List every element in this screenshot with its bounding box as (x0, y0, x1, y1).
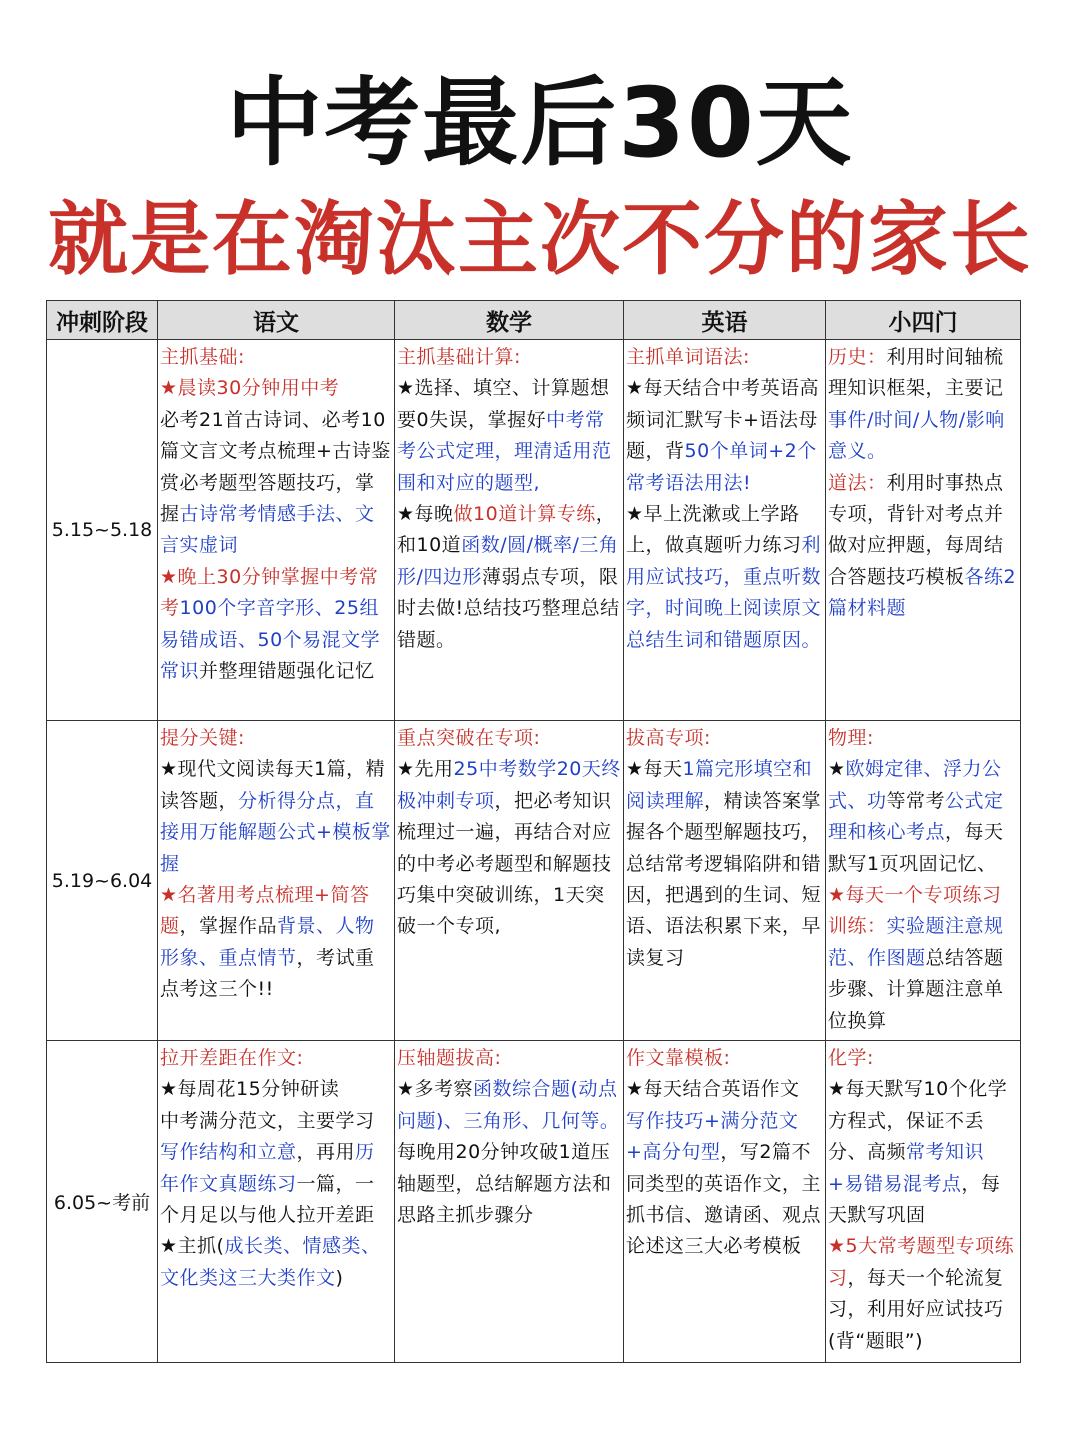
header-minor-subjects: 小四门 (826, 301, 1021, 340)
highlight-text: 中考常考公式定理，理清适用范围和对应的题型, (397, 408, 612, 494)
highlight-text: 函数/圆/概率/三角形/四边形 (397, 534, 619, 588)
table-header-row (47, 301, 1021, 340)
highlight-text: 分析得分点，直接用万能解题公式+模板掌握 (160, 789, 391, 875)
english-cell (624, 1041, 826, 1363)
cell-text: 利用时事热点专项，背针对考点并做对应押题，每周结合答题技巧模板 (828, 471, 1004, 588)
table-row (47, 721, 1021, 1041)
cell-heading: 拔高专项: (626, 727, 711, 749)
page-title: 中考最后30天 (226, 67, 854, 179)
cell-text: ★每天默写10个化学方程式，保证不丢分、高频 (828, 1078, 1008, 1164)
cell-text: ) (335, 1266, 344, 1289)
table-row (47, 340, 1021, 721)
cell-text: ，再用 (296, 1141, 356, 1164)
cell-text: 薄弱点专项，限时去做!总结技巧整理总结错题。 (397, 565, 620, 651)
cell-text: 利用时间轴梳理知识框架，主要记 (828, 346, 1004, 400)
cell-text: ，掌握作品 (179, 915, 278, 938)
highlight-text: 实验题注意规范、作图题 (828, 915, 1004, 969)
chinese-cell (158, 1041, 395, 1363)
table-row (47, 1041, 1021, 1363)
cell-heading: 作文靠模板: (626, 1047, 731, 1069)
cell-heading: 拉开差距在作文: (160, 1047, 304, 1069)
cell-heading: 压轴题拔高: (397, 1047, 502, 1069)
highlight-text: 事件/时间/人物/影响意义。 (828, 408, 1005, 463)
cell-text: ★早上洗漱或上学路上，做真题听力练习 (626, 503, 802, 557)
cell-text: ★选择、填空、计算题想要0失误，掌握好 (397, 377, 610, 431)
cell-text: ★现代文阅读每天1篇，精读答题， (160, 758, 386, 812)
highlight-text: ★晚上30分钟掌握中考常考 (160, 565, 379, 620)
highlight-text: 函数综合题(动点问题)、三角形、几何等。 (397, 1078, 620, 1132)
chinese-cell (158, 340, 395, 721)
cell-text: ，考试重点考这三个!! (160, 946, 375, 1001)
highlight-text: 各练2篇材料题 (828, 565, 1017, 620)
highlight-text: 欧姆定律、浮力公式、功 (828, 758, 1002, 812)
highlight-text: ★每天一个专项练习训练： (828, 884, 1002, 938)
cell-text: ，和10道 (397, 503, 616, 557)
cell-heading: 主抓单词语法: (626, 346, 750, 368)
stage-cell: 5.19~6.04 (47, 721, 158, 1041)
highlight-text: ★晨读30分钟用中考 (160, 377, 340, 400)
highlight-text: 25中考数学20天终极冲刺专项 (397, 758, 621, 812)
cell-text: ，每天默写巩固 (828, 1172, 1001, 1227)
cell-text: ★多考察 (397, 1078, 474, 1101)
math-cell (395, 721, 624, 1041)
cell-text: 等常考 (886, 789, 946, 812)
header-chinese: 语文 (158, 301, 395, 340)
header-math: 数学 (395, 301, 624, 340)
math-cell (395, 340, 624, 721)
header-english: 英语 (624, 301, 826, 340)
minor-subjects-cell (826, 340, 1021, 721)
cell-text: 总结答题步骤、计算题注意单位换算 (828, 946, 1004, 1032)
cell-text: 必考21首古诗词、必考10篇文言文考点梳理+古诗鉴赏必考题型答题技巧，掌握 (160, 408, 391, 526)
cell-text: ★每天结合英语作文 (626, 1078, 800, 1101)
cell-text: ，精读答案掌握各个题型解题技巧，总结常考逻辑陷阱和错因，把遇到的生词、短语、语法积累下来，早读复习 (626, 789, 822, 969)
cell-text: ，每天默写1页巩固记忆、 (828, 821, 1004, 875)
cell-text: 并整理错题强化记忆 (199, 660, 375, 683)
cell-heading: 化学: (828, 1047, 874, 1069)
cell-heading: 提分关键: (160, 727, 245, 749)
english-cell (624, 721, 826, 1041)
cell-text: ★先用 (397, 758, 454, 781)
highlight-text: 50个单词+2个常考语法用法! (626, 440, 817, 494)
minor-subjects-cell (826, 721, 1021, 1041)
highlight-text: 1篇完形填空和阅读理解 (626, 758, 813, 812)
math-cell (395, 1041, 624, 1363)
highlight-text: 写作结构和立意 (160, 1141, 297, 1164)
cell-text: ★每周花15分钟研读 (160, 1078, 340, 1101)
cell-text: ★每晚 (397, 503, 454, 526)
cell-text: ★每天结合中考英语高频词汇默写卡+语法母题，背 (626, 377, 820, 463)
highlight-text: 成长类、情感类、文化类这三大类作文 (160, 1235, 381, 1289)
highlight-text: 背景、人物形象、重点情节 (160, 915, 375, 969)
highlight-text: 100个字音字形、25组易错成语、50个易混文学常识 (160, 597, 381, 683)
highlight-text: 写作技巧+满分范文+高分句型 (626, 1109, 799, 1164)
study-plan-table (46, 300, 1021, 1363)
cell-heading: 重点突破在专项: (397, 727, 541, 749)
cell-text: ，写2篇不同类型的英语作文，主抓书信、邀请函、观点论述这三大必考模板 (626, 1141, 822, 1258)
minor-subjects-cell (826, 1041, 1021, 1363)
cell-heading: 道法： (828, 471, 887, 494)
english-cell (624, 340, 826, 721)
page-subtitle: 就是在淘汰主次不分的家长 (48, 193, 1032, 286)
cell-heading: 物理: (828, 727, 874, 749)
cell-heading: 历史： (828, 346, 887, 368)
cell-text: ，把必考知识梳理过一遍，再结合对应的中考必考题型和解题技巧集中突破训练，1天突破一个专项, (397, 789, 612, 938)
highlight-text: 古诗常考情感手法、文言实虚词 (160, 503, 375, 557)
chinese-cell (158, 721, 395, 1041)
cell-text: ，每天一个轮流复习，利用好应试技巧(背“题眼”) (828, 1266, 1004, 1352)
header-stage: 冲刺阶段 (47, 301, 158, 340)
highlight-text: 历年作文真题练习 (160, 1141, 375, 1195)
stage-cell: 5.15~5.18 (47, 340, 158, 721)
cell-text: 每晚用20分钟攻破1道压轴题型，总结解题方法和思路主抓步骤分 (397, 1141, 612, 1227)
stage-cell: 6.05~考前 (47, 1041, 158, 1363)
cell-text: ★主抓( (160, 1235, 225, 1258)
cell-text: ★每天 (626, 758, 683, 781)
highlight-text: 公式定理和核心考点 (828, 789, 1004, 844)
highlight-text: 做10道计算专练 (453, 503, 596, 526)
cell-text: 中考满分范文，主要学习 (160, 1109, 375, 1132)
highlight-text: 常考知识+易错易混考点 (828, 1141, 985, 1195)
cell-text: 一篇，一个月足以与他人拉开差距 (160, 1172, 375, 1227)
highlight-text: ★5大常考题型专项练习 (828, 1235, 1015, 1289)
cell-heading: 主抓基础计算: (397, 346, 521, 368)
highlight-text: 利用应试技巧，重点听数字，时间晚上阅读原文总结生词和错题原因。 (626, 534, 822, 651)
cell-heading: 主抓基础: (160, 346, 245, 368)
highlight-text: ★名著用考点梳理+简答题 (160, 884, 370, 938)
cell-text: ★ (828, 758, 846, 781)
